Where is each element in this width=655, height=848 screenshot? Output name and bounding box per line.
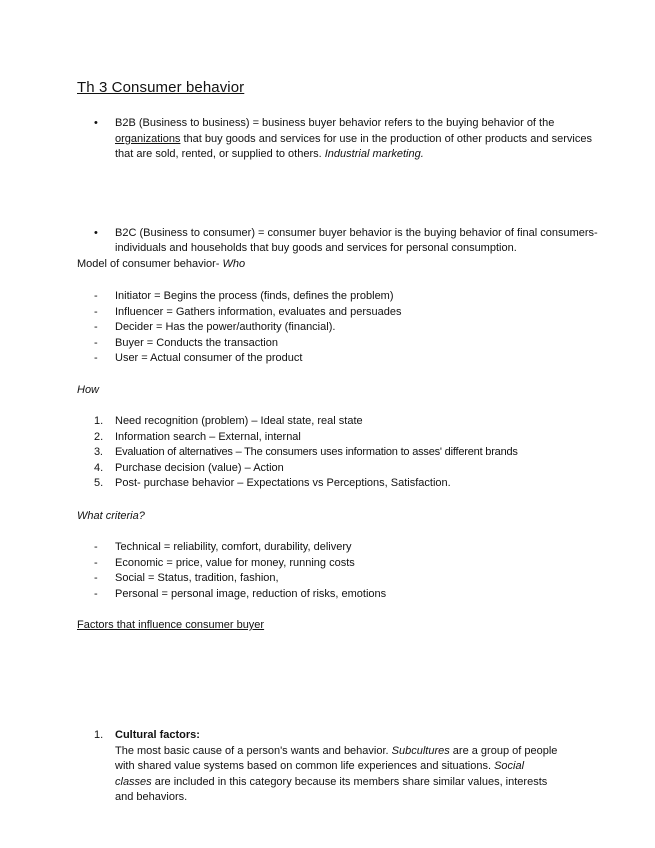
factor-italic-subcultures: Subcultures	[391, 744, 450, 757]
factor-body	[115, 744, 560, 806]
b2b-organizations-link: organizations	[115, 132, 181, 145]
number-marker: 2.	[94, 430, 104, 443]
how-item-text: Post- purchase behavior – Expectations vs Perceptions, Satisfaction.	[115, 477, 451, 490]
list-item	[77, 556, 577, 572]
list-item	[77, 540, 577, 556]
list-item	[77, 336, 577, 352]
factor-item-cultural	[77, 728, 560, 806]
dash-marker: -	[94, 556, 98, 569]
b2b-italic: Industrial marketing.	[324, 148, 424, 161]
document-page	[77, 78, 598, 804]
who-list	[77, 289, 577, 367]
b2b-text	[115, 116, 605, 163]
dash-marker: -	[94, 541, 98, 553]
b2b-prefix: B2B (Business to business) = business buyer behavior refers to the buying behavior of the	[115, 117, 555, 129]
factor-italic-social-classes: Social classes	[115, 760, 525, 788]
how-item-text: Information search – External, internal	[115, 430, 301, 443]
list-item	[77, 461, 577, 477]
list-item	[77, 305, 577, 321]
b2c-text: B2C (Business to consumer) = consumer buyer behavior is the buying behavior of final consumers- individuals and households that buy goods and services for personal consumption.	[115, 226, 598, 255]
bullet-item-b2c	[77, 226, 605, 257]
number-marker: 5.	[94, 477, 104, 490]
list-item	[77, 414, 577, 430]
who-item-text: Buyer = Conducts the transaction	[115, 336, 278, 349]
dash-marker: -	[94, 290, 98, 302]
criteria-item-text: Social = Status, tradition, fashion,	[115, 572, 279, 585]
who-italic: Who	[222, 258, 246, 270]
dash-marker: -	[94, 321, 98, 334]
number-marker: 1.	[94, 728, 104, 741]
factor-text-2: are a group of people with shared value systems based on common life experiences and situations.	[115, 744, 558, 773]
how-item-text: Need recognition (problem) – Ideal state, real state	[115, 415, 363, 427]
how-item-text: Evaluation of alternatives – The consumers uses information to asses' different brands	[115, 446, 518, 459]
factor-title: Cultural factors:	[115, 728, 200, 741]
dash-marker: -	[94, 336, 98, 349]
who-heading	[77, 257, 245, 273]
how-item-text: Purchase decision (value) – Action	[115, 461, 284, 474]
list-item	[77, 571, 577, 587]
criteria-item-text: Personal = personal image, reduction of risks, emotions	[115, 587, 387, 600]
list-item	[77, 445, 577, 461]
number-marker: 1.	[94, 415, 104, 427]
criteria-heading: What criteria?	[77, 510, 145, 522]
list-item	[77, 476, 577, 492]
number-marker: 3.	[94, 446, 103, 459]
bullet-item-b2b	[77, 116, 605, 163]
criteria-list	[77, 540, 577, 602]
how-heading: How	[77, 384, 100, 396]
who-label: Model of consumer behavior-	[77, 258, 223, 270]
who-item-text: Decider = Has the power/authority (financial).	[115, 321, 336, 334]
list-item	[77, 320, 577, 336]
dash-marker: -	[94, 305, 98, 318]
list-item	[77, 430, 577, 446]
dash-marker: -	[94, 587, 98, 600]
criteria-item-text: Economic = price, value for money, running costs	[115, 556, 355, 569]
factor-text-3: are included in this category because its members share similar values, interests and behaviors.	[115, 775, 548, 804]
who-item-text: Initiator = Begins the process (finds, defines the problem)	[115, 290, 394, 302]
who-item-text: User = Actual consumer of the product	[115, 352, 303, 365]
dash-marker: -	[94, 352, 98, 365]
factor-text-1: The most basic cause of a person's wants and behavior.	[115, 744, 392, 757]
number-marker: 4.	[94, 461, 104, 474]
list-item	[77, 351, 577, 367]
bullet-marker: •	[94, 117, 98, 129]
bullet-marker: •	[94, 226, 98, 239]
b2b-suffix: that buy goods and services for use in the production of other products and services that are sold, rented, or supplied to others.	[115, 132, 592, 161]
criteria-item-text: Technical = reliability, comfort, durability, delivery	[115, 541, 352, 553]
dash-marker: -	[94, 572, 98, 585]
list-item	[77, 587, 577, 603]
factors-heading: Factors that influence consumer buyer	[77, 619, 265, 631]
who-item-text: Influencer = Gathers information, evaluates and persuades	[115, 305, 402, 318]
page-title: Th 3 Consumer behavior	[77, 79, 245, 96]
list-item	[77, 289, 577, 305]
how-list	[77, 414, 577, 492]
